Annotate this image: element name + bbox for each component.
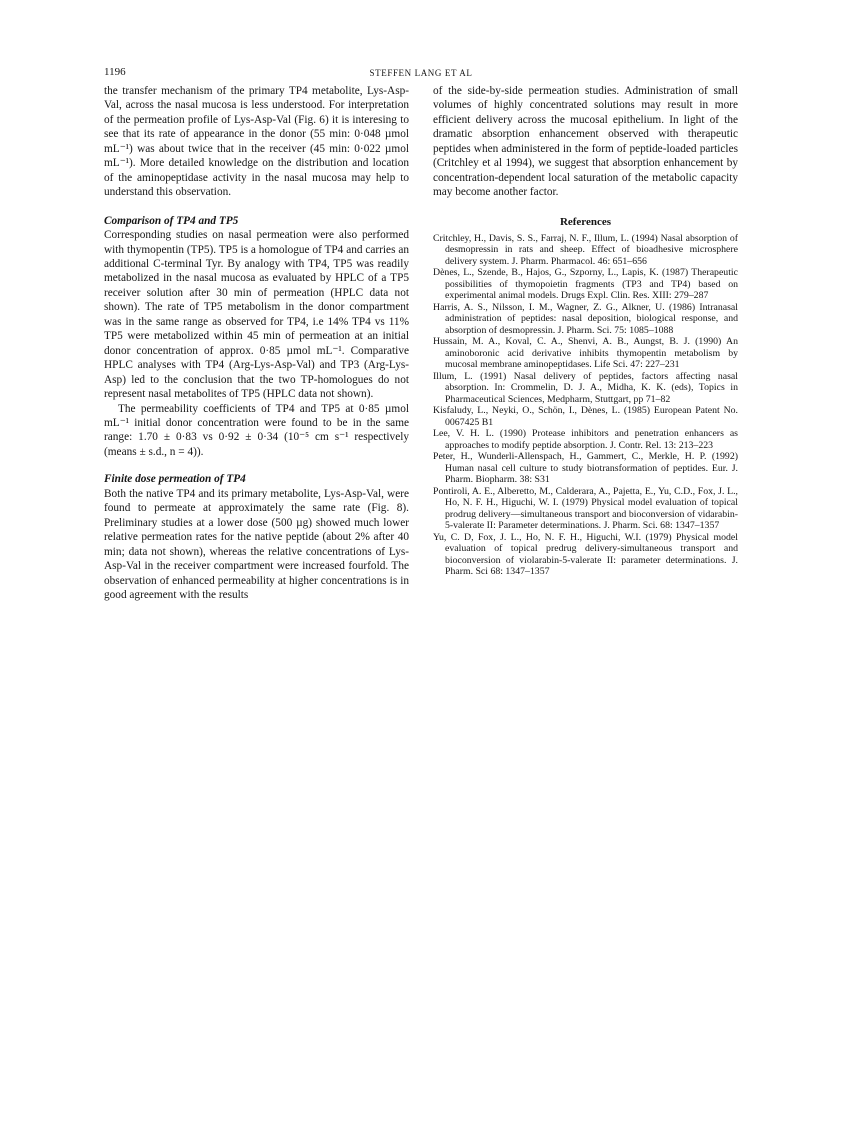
reference-item: Kisfaludy, L., Neyki, O., Schön, I., Dènes, L. (1985) European Patent No. 0067425 B1 — [433, 405, 738, 428]
reference-item: Lee, V. H. L. (1990) Protease inhibitors and penetration enhancers as approaches to modify peptide absorption. J. Contr. Rel. 13: 213–223 — [433, 428, 738, 451]
page-number: 1196 — [104, 66, 126, 78]
section-heading: Finite dose permeation of TP4 — [104, 473, 246, 486]
reference-item: Harris, A. S., Nilsson, I. M., Wagner, Z. G., Alkner, U. (1986) Intranasal administration of peptides: nasal deposition, biological response, and absorption of desmopressin. J. Pharm. Sci. 75: 1085–1088 — [433, 301, 738, 336]
reference-item: Pontiroli, A. E., Alberetto, M., Calderara, A., Pajetta, E., Yu, C.D., Fox, J. L., Ho, N. F. H., Higuchi, W. I. (1979) Physical model evaluation of topical prodrug delivery—simultaneous transport and bioconversion of vidarabin-5-valerate II: Parameter determinations. J. Pharm. Sci. 68: 1347–1357 — [433, 485, 738, 532]
running-head: STEFFEN LANG ET AL — [369, 68, 473, 78]
reference-item: Yu, C. D, Fox, J. L., Ho, N. F. H., Higuchi, W.I. (1979) Physical model evaluation of topical predrug delivery-simultaneous transport and bioconversion of violarabin-5-valerate II: parameter determinations. J. Pharm. Sci 68: 1347–1357 — [433, 531, 738, 578]
reference-item: Illum, L. (1991) Nasal delivery of peptides, factors affecting nasal absorption. In: Crommelin, D. J. A., Midha, K. K. (eds), Topics in Pharmaceutical Sciences, Medpharm, Stuttgart, pp 71–82 — [433, 370, 738, 405]
reference-item: Hussain, M. A., Koval, C. A., Shenvi, A. B., Aungst, B. J. (1990) An aminoboronic acid derivative inhibits thymopentin metabolism by mucosal membrane aminopeptidases. Life Sci. 47: 227–231 — [433, 336, 738, 371]
reference-list — [433, 233, 738, 578]
reference-item: Dènes, L., Szende, B., Hajos, G., Szporny, L., Lapis, K. (1987) Therapeutic possibilities of thymopoietin fragments (TP3 and TP4) based on experimental animal models. Drugs Expl. Clin. Res. XIII: 279–287 — [433, 267, 738, 302]
body-paragraph: of the side-by-side permeation studies. Administration of small volumes of highly concentrated solutions may result in more efficient delivery across the mucosal epithelium. In light of the dramatic absorption enhancement observed with therapeutic peptides when administered in the form of peptide-loaded particles (Critchley et al 1994), we suggest that absorption enhancement by concentration-dependent local saturation of the metabolic capacity may become another factor. — [433, 85, 738, 199]
reference-item: Critchley, H., Davis, S. S., Farraj, N. F., Illum, L. (1994) Nasal absorption of desmopressin in rats and sheep. Effect of bioadhesive microsphere delivery system. J. Pharm. Pharmacol. 46: 651–656 — [433, 232, 738, 267]
body-paragraph: Corresponding studies on nasal permeation were also performed with thymopentin (TP5). TP5 is a homologue of TP4 and carries an additional C-terminal Tyr. By analogy with TP4, TP5 was readily metabolized in the nasal mucosa as evaluated by HPLC of a TP5 receiver solution after 30 min of permeation (HPLC data not shown). The rate of TP5 metabolism in the donor compartment was in the same range as observed for TP4, i.e 14% TP4 vs 11% TP5 were metabolized within 45 min of permeation at an initial donor concentration of approx. 0·85 µmol mL⁻¹. Comparative HPLC analyses with TP4 (Arg-Lys-Asp-Val) and TP3 (Arg-Lys-Asp) led to the conclusion that the two TP-homologues do not represent nasal metabolites of TP5 (HPLC data not shown). — [104, 229, 409, 401]
body-paragraph: The permeability coefficients of TP4 and TP5 at 0·85 µmol mL⁻¹ initial donor concentration were found to be in the same range: 1.70 ± 0·83 vs 0·92 ± 0·34 (10⁻⁵ cm s⁻¹ respectively (means ± s.d., n = 4)). — [104, 402, 409, 458]
section-heading: Comparison of TP4 and TP5 — [104, 214, 239, 227]
right-column — [433, 84, 738, 578]
left-column — [104, 84, 409, 602]
references-heading: References — [559, 215, 612, 228]
reference-item: Peter, H., Wunderli-Allenspach, H., Gammert, C., Merkle, H. P. (1992) Human nasal cell culture to study biotransformation of peptides. Eur. J. Pharm. Biopharm. 38: S31 — [433, 451, 738, 486]
body-paragraph: Both the native TP4 and its primary metabolite, Lys-Asp-Val, were found to permeate at approximately the same rate (Fig. 8). Preliminary studies at a lower dose (500 µg) showed much lower relative permeation rates for the native peptide (about 2% after 40 min; data not shown), whereas the relative concentrations of Lys-Asp-Val in the receiver compartment were increased fourfold. The observation of enhanced permeability at higher concentrations is in good agreement with the results — [104, 487, 409, 601]
body-paragraph: the transfer mechanism of the primary TP4 metabolite, Lys-Asp-Val, across the nasal mucosa is less understood. For interpretation of the permeation profile of Lys-Asp-Val (Fig. 6) it is interesing to see that its rate of appearance in the donor (55 min: 0·048 µmol mL⁻¹) was about twice that in the receiver (45 min: 0·022 µmol mL⁻¹). More detailed knowledge on the distribution and location of the aminopeptidase activity in the nasal mucosa may help to understand this observation. — [104, 85, 409, 199]
